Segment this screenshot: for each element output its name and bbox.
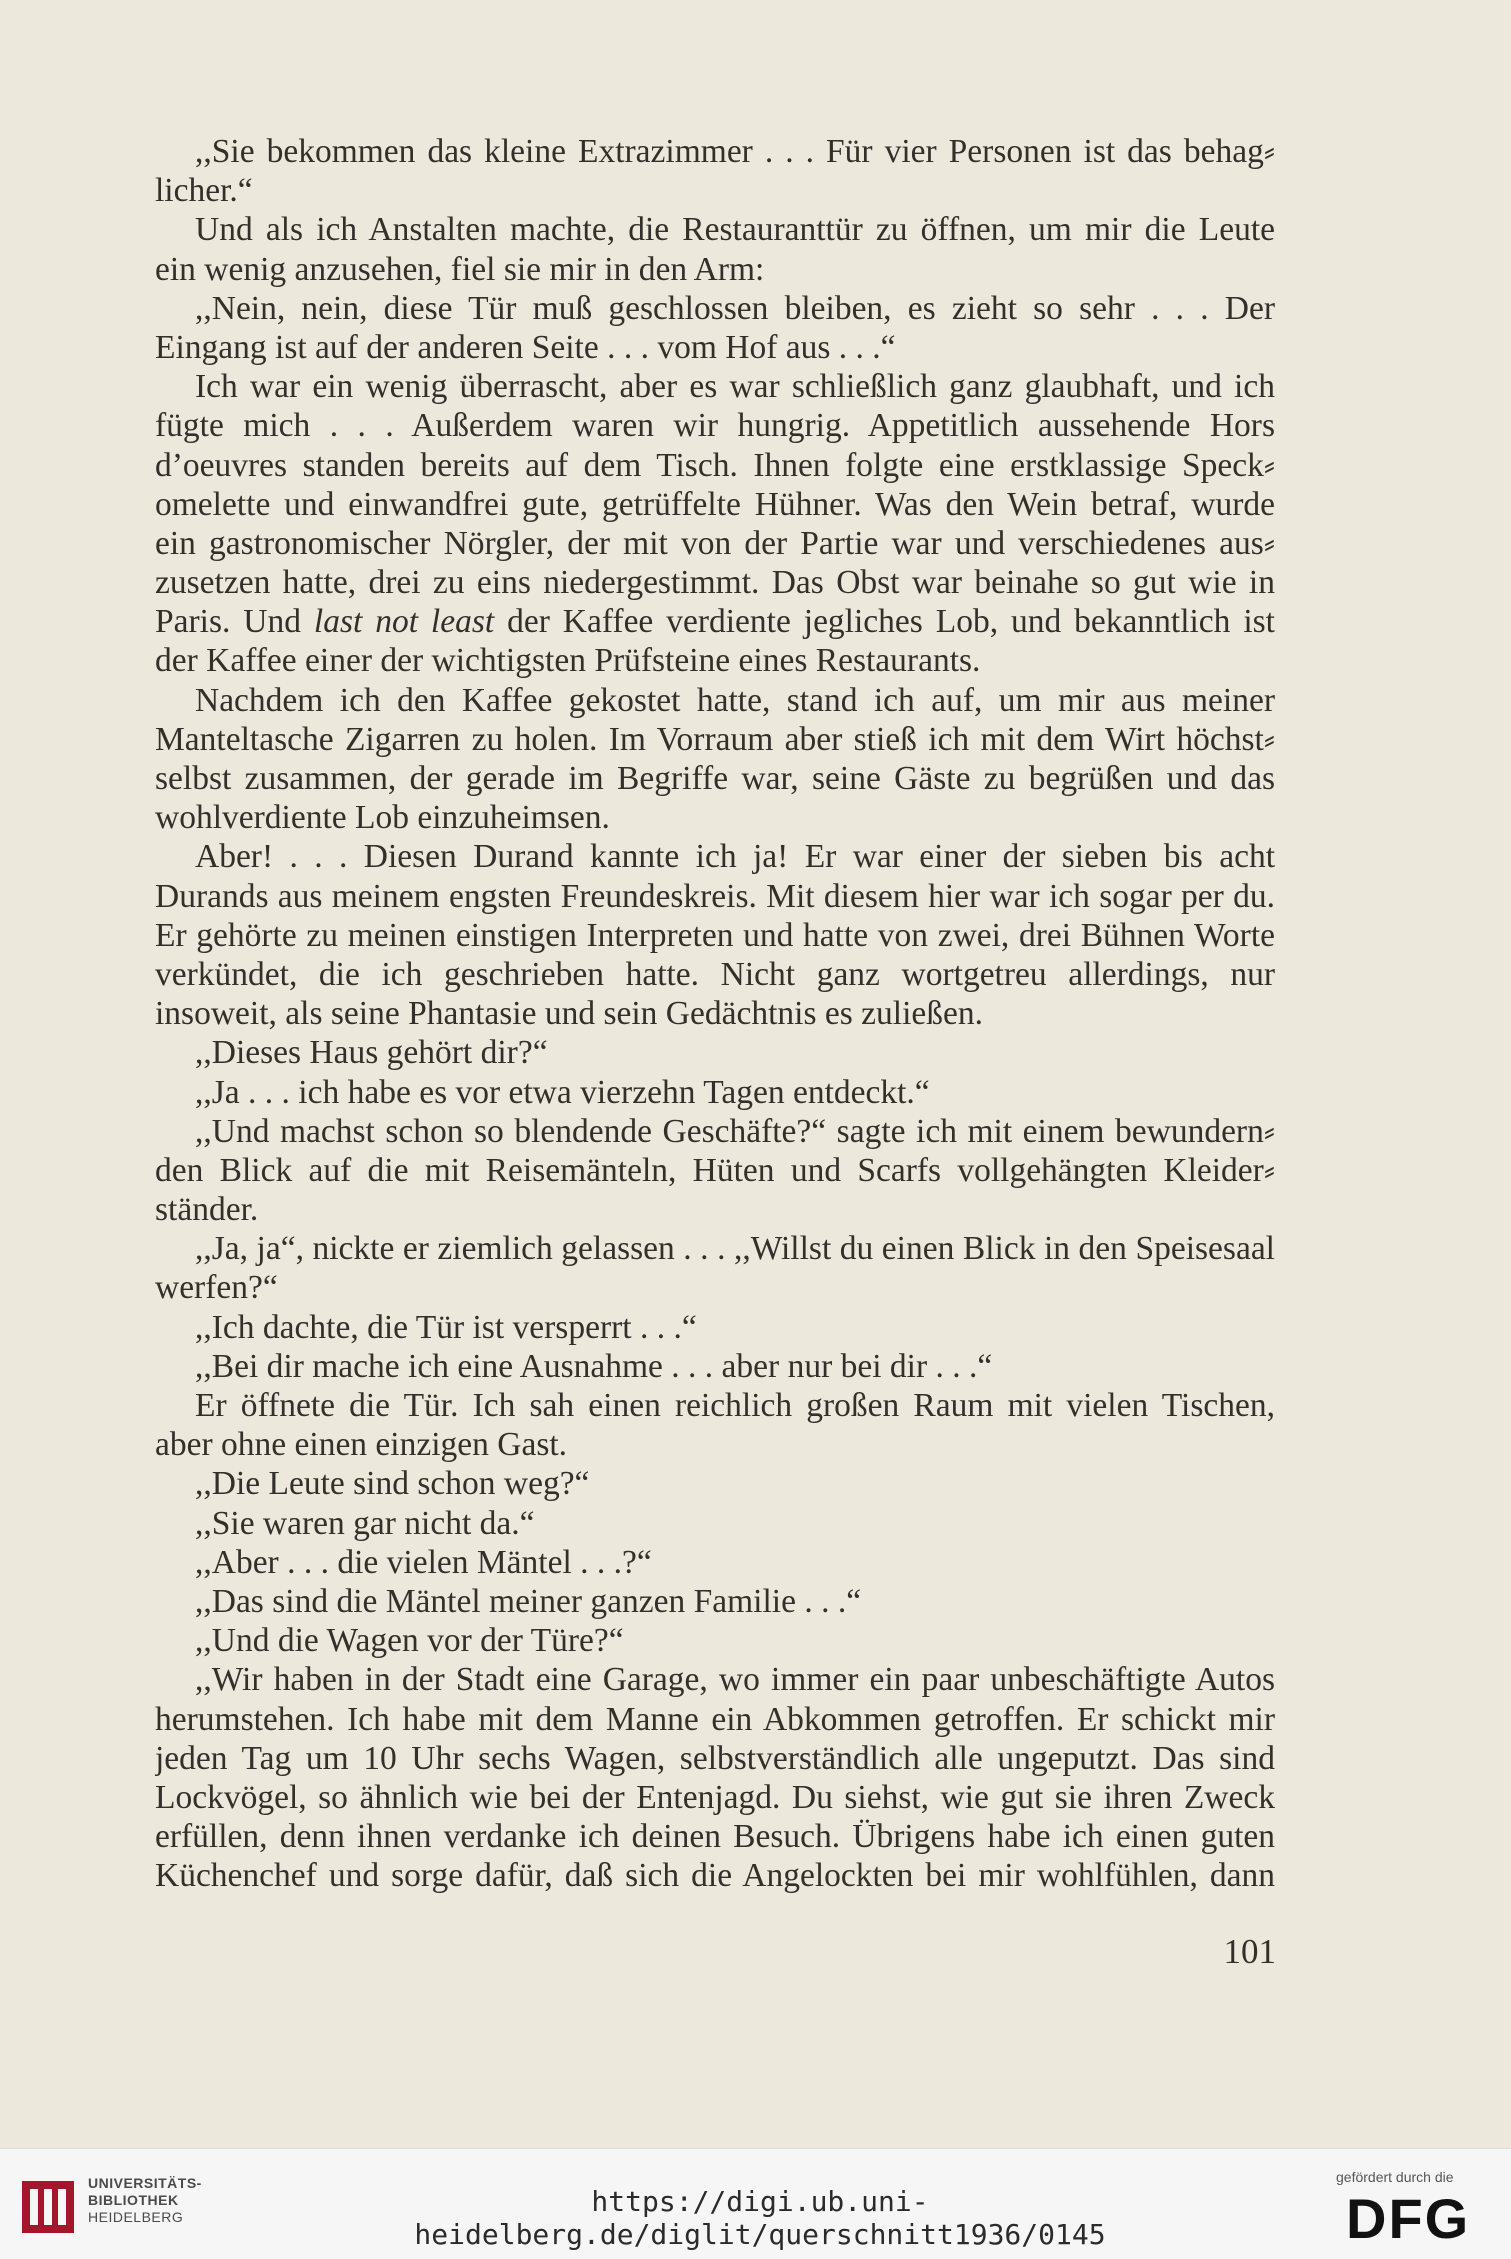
text-span: der Kaffee verdiente jegliches Lob, und bekanntlich ist [494,603,1275,641]
text-line: den Blick auf die mit Reisemänteln, Hüten und Scarfs vollgehängten Kleider⸗ [155,1151,1275,1189]
text-line: omelette und einwandfrei gute, getrüffelte Hühner. Was den Wein betraf, wurde [155,485,1275,523]
text-line: Küchenchef und sorge dafür, daß sich die Angelockten bei mir wohlfühlen, dann [155,1857,1275,1895]
text-line: Manteltasche Zigarren zu holen. Im Vorraum aber stieß ich mit dem Wirt höchst⸗ [155,720,1275,758]
text-line: d’oeuvres standen bereits auf dem Tisch. Ihnen folgte eine erstklassige Speck⸗ [155,446,1275,484]
italic-phrase: last not least [313,603,495,641]
text-line: ,,Nein, nein, diese Tür muß geschlossen bleiben, es zieht so sehr . . . Der [195,289,1275,327]
text-line [155,602,1275,641]
text-line: zusetzen hatte, drei zu eins niedergestimmt. Das Obst war beinahe so gut wie in [155,564,1275,602]
text-line: Aber! . . . Diesen Durand kannte ich ja! Er war einer der sieben bis acht [195,838,1275,876]
text-line: selbst zusammen, der gerade im Begriffe war, seine Gäste zu begrüßen und das [155,760,1275,797]
text-line: ein gastronomischer Nörgler, der mit von der Partie war und verschiedenes aus⸗ [155,524,1275,562]
library-name-line-3: HEIDELBERG [88,2209,184,2225]
text-line: ,,Sie bekommen das kleine Extrazimmer . . . Für vier Personen ist das behag⸗ [195,133,1275,170]
text-line: aber ohne einen einzigen Gast. [155,1426,568,1464]
text-line: ,,Das sind die Mäntel meiner ganzen Familie . . .“ [195,1582,862,1620]
viewer-footer [0,2148,1511,2259]
funding-text: gefördert durch die [1336,2169,1454,2185]
dfg-logo-icon[interactable]: DFG [1346,2187,1471,2250]
text-line: Und als ich Anstalten machte, die Restauranttür zu öffnen, um mir die Leute [195,211,1275,249]
text-line: ,,Sie waren gar nicht da.“ [195,1504,535,1542]
text-line: fügte mich . . . Außerdem waren wir hungrig. Appetitlich aussehende Hors [155,407,1275,445]
text-line: ,,Wir haben in der Stadt eine Garage, wo immer ein paar unbeschäftigte Autos [195,1661,1275,1699]
text-line: wohlverdiente Lob einzuheimsen. [155,799,610,837]
text-line: Er gehörte zu meinen einstigen Interpreten und hatte von zwei, drei Bühnen Worte [155,916,1275,954]
text-line: ,,Dieses Haus gehört dir?“ [195,1034,548,1072]
text-line: Nachdem ich den Kaffee gekostet hatte, stand ich auf, um mir aus meiner [195,681,1275,719]
ub-heidelberg-logo-icon [18,2177,78,2237]
text-line: Durands aus meinem engsten Freundeskreis. Mit diesem hier war ich sogar per du. [155,877,1275,915]
text-line: insoweit, als seine Phantasie und sein Gedächtnis es zuließen. [155,995,983,1033]
text-line: ein wenig anzusehen, fiel sie mir in den Arm: [155,250,765,288]
library-name-line-2: BIBLIOTHEK [88,2192,179,2208]
text-line: ,,Und die Wagen vor der Türe?“ [195,1622,624,1660]
text-line: werfen?“ [155,1269,278,1307]
text-line: ,,Die Leute sind schon weg?“ [195,1465,590,1503]
text-line: ,,Bei dir mache ich eine Ausnahme . . . aber nur bei dir . . .“ [195,1347,993,1385]
body-text [155,132,1275,1895]
text-line: Lockvögel, so ähnlich wie bei der Entenjagd. Du siehst, wie gut sie ihren Zweck [155,1778,1275,1816]
text-line: ,,Ja . . . ich habe es vor etwa vierzehn Tagen entdeckt.“ [195,1073,930,1111]
text-line: jeden Tag um 10 Uhr sechs Wagen, selbstverständlich alle ungeputzt. Das sind [155,1739,1275,1777]
text-line: Eingang ist auf der anderen Seite . . . vom Hof aus . . .“ [155,328,896,366]
text-line: ständer. [155,1191,259,1229]
text-line: licher.“ [155,172,253,210]
text-line: herumstehen. Ich habe mit dem Manne ein Abkommen getroffen. Er schickt mir [155,1700,1275,1738]
page-number: 101 [1223,1932,1276,1971]
text-line: ,,Und machst schon so blendende Geschäfte?“ sagte ich mit einem bewundern⸗ [195,1112,1275,1150]
text-line: verkündet, die ich geschrieben hatte. Nicht ganz wortgetreu allerdings, nur [155,955,1275,993]
text-line: Ich war ein wenig überrascht, aber es war schließlich ganz glaubhaft, und ich [195,368,1275,406]
text-line: ,,Ich dachte, die Tür ist versperrt . . .“ [195,1308,697,1346]
text-line: der Kaffee einer der wichtigsten Prüfsteine eines Restaurants. [155,642,981,680]
text-line: Er öffnete die Tür. Ich sah einen reichlich großen Raum mit vielen Tischen, [195,1387,1275,1424]
text-span: Paris. Und [155,603,314,641]
text-line: erfüllen, denn ihnen verdanke ich deinen Besuch. Übrigens habe ich einen guten [155,1818,1275,1856]
text-line: ,,Aber . . . die vielen Mäntel . . .?“ [195,1543,652,1581]
permalink-url[interactable]: https://digi.ub.uni-heidelberg.de/diglit/querschnitt1936/0145 [414,2185,1106,2251]
library-name[interactable] [88,2175,202,2226]
library-name-line-1: UNIVERSITÄTS- [88,2175,202,2191]
text-line: ,,Ja, ja“, nickte er ziemlich gelassen . . . ,,Willst du einen Blick in den Speisesaal [195,1230,1275,1268]
